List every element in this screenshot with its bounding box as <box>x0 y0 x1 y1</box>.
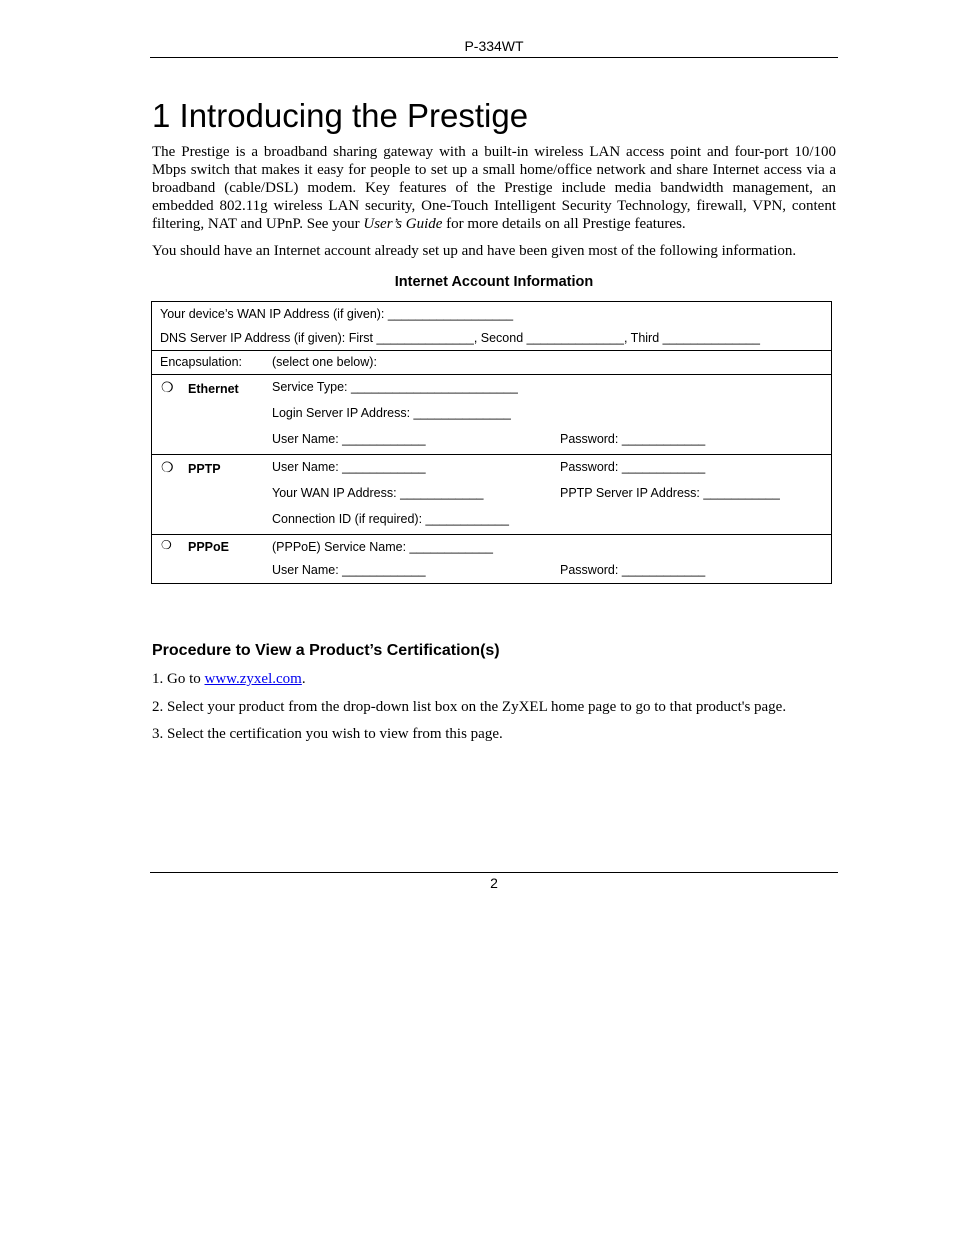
table-divider <box>152 350 831 351</box>
ethernet-service-type: Service Type: ________________________ <box>272 380 518 394</box>
table-divider <box>152 534 831 535</box>
ethernet-radio-icon[interactable]: ❍ <box>161 379 174 395</box>
pptp-server-ip: PPTP Server IP Address: ___________ <box>560 486 780 500</box>
pptp-user-name: User Name: ____________ <box>272 460 426 474</box>
procedure-step-1 <box>152 671 306 688</box>
header-rule <box>150 57 838 58</box>
table-divider <box>152 374 831 375</box>
zyxel-link[interactable]: www.zyxel.com <box>204 671 302 687</box>
pppoe-user-name: User Name: ____________ <box>272 563 426 577</box>
step1-prefix: 1. Go to <box>152 671 205 687</box>
ethernet-login-server: Login Server IP Address: ______________ <box>272 406 511 420</box>
account-note: You should have an Internet account already set up and have been given most of the following information. <box>152 243 797 259</box>
step1-suffix: . <box>301 671 306 687</box>
pppoe-service-name: (PPPoE) Service Name: ____________ <box>272 540 493 554</box>
footer-rule <box>150 872 838 873</box>
table-title: Internet Account Information <box>394 274 594 290</box>
pppoe-password: Password: ____________ <box>560 563 706 577</box>
pptp-connection-id: Connection ID (if required): ____________ <box>272 512 509 526</box>
intro-text-end: for more details on all Prestige features. <box>442 216 686 232</box>
pptp-label: PPTP <box>188 462 221 476</box>
pptp-radio-icon[interactable]: ❍ <box>161 459 174 475</box>
chapter-title: 1 Introducing the Prestige <box>152 97 529 134</box>
pppoe-label: PPPoE <box>188 540 229 554</box>
account-info-table <box>151 301 832 584</box>
dns-field: DNS Server IP Address (if given): First ______________, Second ______________, Third ______________ <box>160 331 760 345</box>
wan-ip-field: Your device’s WAN IP Address (if given): __________________ <box>160 307 514 321</box>
pppoe-radio-icon[interactable]: ❍ <box>161 538 172 552</box>
running-header: P-334WT <box>464 38 524 54</box>
table-divider <box>152 454 831 455</box>
intro-text-start: The Prestige is a broadband sharing gateway with a built-in wireless LAN access point and four-port 10/100 Mbps switch that makes it easy for people to set up a small home/office network and share Internet access via a broadband (cable/DSL) modem. Key features of the Prestige include media bandwidth management, an embedded 802.11g wireless LAN security, One-Touch Intelligent Security Technology, firewall, VPN, content filtering, NAT and UPnP. See your <box>152 144 836 232</box>
page-number: 2 <box>490 875 498 891</box>
ethernet-password: Password: ____________ <box>560 432 706 446</box>
users-guide-reference: User’s Guide <box>363 216 443 232</box>
procedure-step-2: 2. Select your product from the drop-down list box on the ZyXEL home page to go to that product's page. <box>152 699 787 715</box>
pptp-wan-ip: Your WAN IP Address: ____________ <box>272 486 484 500</box>
ethernet-user-name: User Name: ____________ <box>272 432 426 446</box>
encapsulation-label: Encapsulation: <box>160 355 243 369</box>
procedure-heading: Procedure to View a Product’s Certification(s) <box>152 642 500 659</box>
procedure-step-3: 3. Select the certification you wish to view from this page. <box>152 726 503 742</box>
ethernet-label: Ethernet <box>188 382 239 396</box>
pptp-password: Password: ____________ <box>560 460 706 474</box>
encapsulation-hint: (select one below): <box>272 355 377 369</box>
intro-paragraph <box>152 143 836 233</box>
